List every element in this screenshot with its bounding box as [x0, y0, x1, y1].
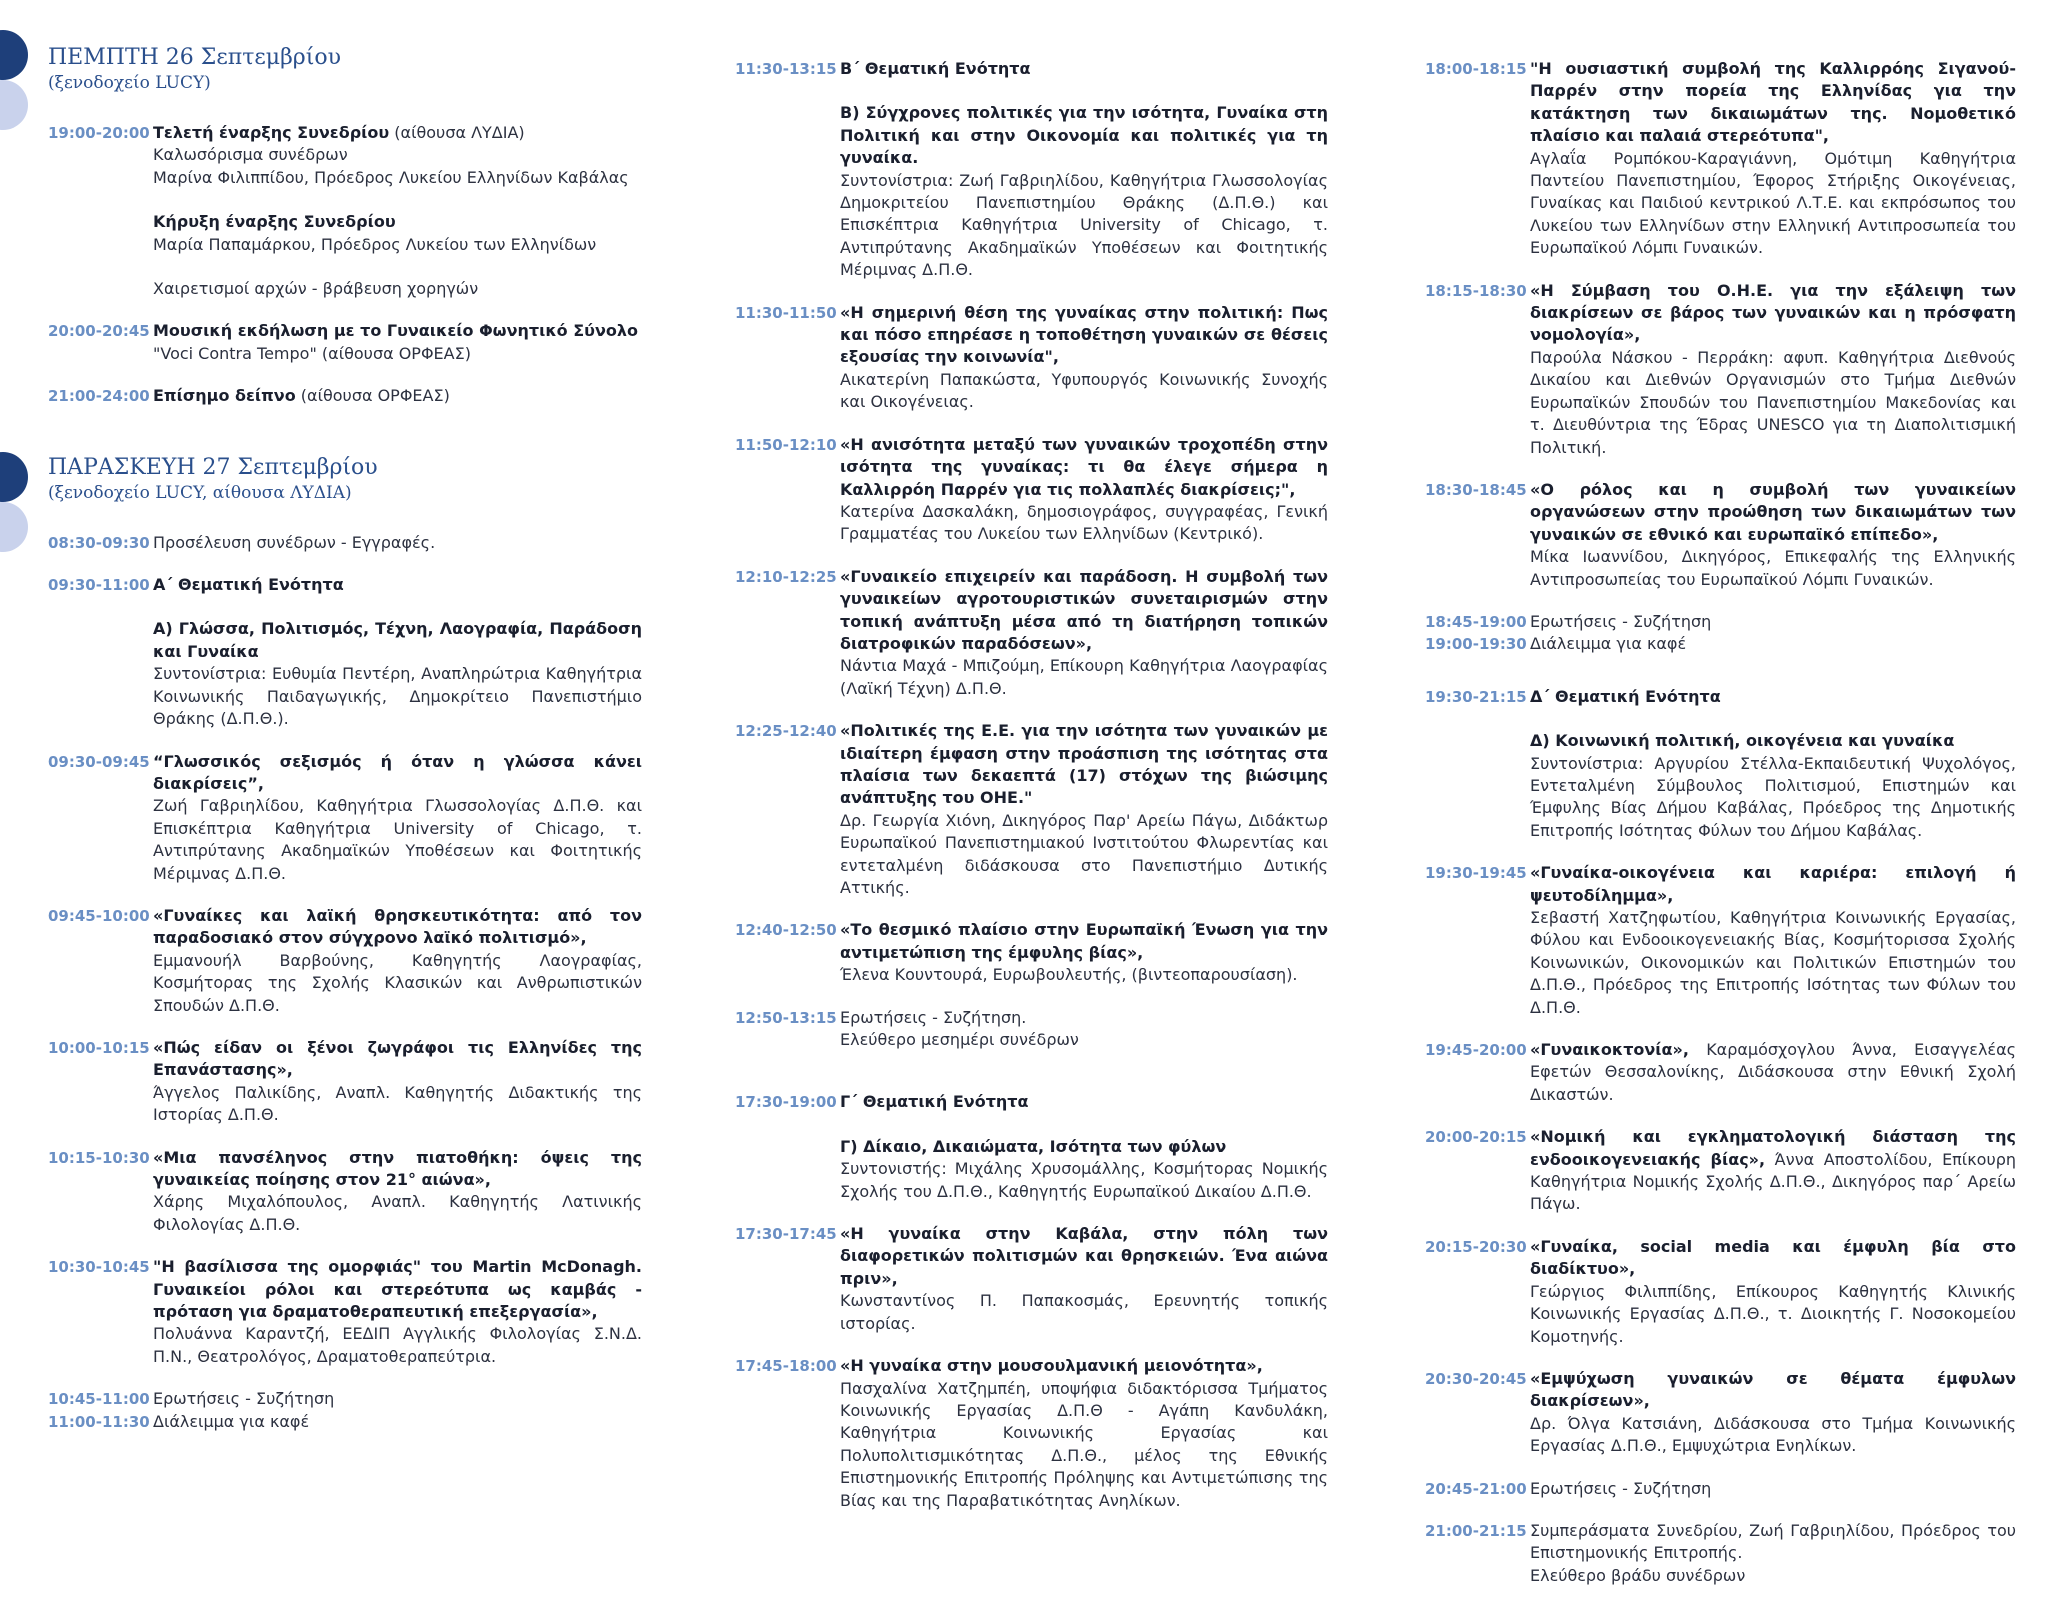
talk-entry [48, 751, 642, 885]
entry-time: 09:30-11:00 [48, 576, 150, 595]
talk-title: "Η ουσιαστική συμβολή της Καλλιρρόης Σιγανού-Παρρέν στην πορεία της Ελληνίδας για την κατάκτηση των δικαιωμάτων της. Νομοθετικό πλαίσιο και παλαιά στερεότυπα", [1530, 59, 2016, 146]
entry-line: Προσέλευση συνέδρων - Εγγραφές. [153, 532, 436, 552]
schedule-entry [735, 1007, 1328, 1052]
entry-time: 12:50-13:15 [735, 1008, 837, 1027]
talk-speaker: Χάρης Μιχαλόπουλος, Αναπλ. Καθηγητής Λατινικής Φιλολογίας Δ.Π.Θ. [153, 1192, 642, 1234]
schedule-entry [1425, 1520, 2016, 1587]
entry-line: Συμπεράσματα Συνεδρίου, Ζωή Γαβριηλίδου, Πρόεδρος του Επιστημονικής Επιτροπής. [1530, 1520, 2016, 1563]
entry-time: 10:45-11:00 [48, 1390, 150, 1409]
talk-speaker: Σεβαστή Χατζηφωτίου, Καθηγήτρια Κοινωνικής Εργασίας, Φύλου και Ενδοοικογενειακής Βίας, Κοσμήτορισσα Σχολής Κοινωνικών, Οικονομικών και Πολιτικών Επιστημών του Δ.Π.Θ., Πρόεδρος της Επιτροπής Ισότητας των Φύλων του Δ.Π.Θ. [1530, 908, 2016, 1017]
talk-title: «Μια πανσέληνος στην πιατοθήκη: όψεις της γυναικείας ποίησης στον 21° αιώνα», [153, 1147, 642, 1189]
entry-line: Ερωτήσεις - Συζήτηση [1530, 1478, 1712, 1498]
entry-line: Ερωτήσεις - Συζήτηση. [840, 1007, 1027, 1027]
entry-time: 10:30-10:45 [48, 1258, 150, 1277]
session-subtitle: Β) Σύγχρονες πολιτικές για την ισότητα, Γυναίκα στη Πολιτική και στην Οικονομία και πολιτικές για τη γυναίκα. [840, 103, 1328, 168]
talk-speaker: Νάντια Μαχά - Μπιζούμη, Επίκουρη Καθηγήτρια Λαογραφίας (Λαϊκή Τέχνη) Δ.Π.Θ. [840, 656, 1328, 698]
talk-title: «Γυναικοκτονία», [1530, 1040, 1689, 1060]
schedule-entry [1425, 611, 2016, 633]
talk-entry [735, 1223, 1328, 1335]
entry-time: 19:45-20:00 [1425, 1041, 1527, 1060]
talk-speaker: Έλενα Κουντουρά, Ευρωβουλευτής, (βιντεοπαρουσίαση). [840, 965, 1298, 985]
entry-time: 17:45-18:00 [735, 1357, 837, 1376]
entry-time: 10:15-10:30 [48, 1148, 150, 1167]
talk-entry [48, 1147, 642, 1237]
talk-title: «Ο ρόλος και η συμβολή των γυναικείων οργανώσεων στην προώθηση των δικαιωμάτων των γυναικών σε εθνικό και ευρωπαϊκό επίπεδο», [1530, 479, 2016, 544]
talk-speaker: Κατερίνα Δασκαλάκη, δημοσιογράφος, συγγραφέας, Γενική Γραμματέας του Λυκείου των Ελληνίδων (Κεντρικό). [840, 501, 1328, 544]
talk-speaker: Κωνσταντίνος Π. Παπακοσμάς, Ερευνητής τοπικής ιστορίας. [840, 1291, 1328, 1333]
talk-speaker: Καραμόσχογλου Άννα, Εισαγγελέας Εφετών Θεσσαλονίκης, Διδάσκουσα στην Εθνική Σχολή Δικαστών. [1530, 1040, 2016, 1104]
entry-line: Ελεύθερο μεσημέρι συνέδρων [840, 1030, 1079, 1050]
entry-time: 20:00-20:15 [1425, 1128, 1527, 1147]
talk-speaker: Γεώργιος Φιλιππίδης, Επίκουρος Καθηγητής Κλινικής Κοινωνικής Εργασίας Δ.Π.Θ., τ. Διοικητής Γ. Νοσοκομείου Κομοτηνής. [1530, 1281, 2016, 1346]
decor-circle-light-1 [0, 80, 28, 130]
entry-line: Χαιρετισμοί αρχών - βράβευση χορηγών [153, 279, 479, 299]
talk-entry [735, 566, 1328, 700]
schedule-entry [48, 532, 642, 554]
talk-entry [735, 919, 1328, 986]
entry-time: 20:15-20:30 [1425, 1237, 1527, 1256]
talk-title: “Γλωσσικός σεξισμός ή όταν η γλώσσα κάνει διακρίσεις”, [153, 751, 642, 793]
talk-entry [735, 302, 1328, 414]
entry-line: "Voci Contra Tempo" (αίθουσα ΟΡΦΕΑΣ) [153, 343, 471, 363]
talk-entry [48, 1037, 642, 1127]
column-3 [1425, 58, 2016, 1607]
day2-title: ΠΑΡΑΣΚΕΥΗ 27 Σεπτεμβρίου [48, 454, 378, 480]
session-moderator: Συντονίστρια: Ζωή Γαβριηλίδου, Καθηγήτρια Γλωσσολογίας Δημοκριτείου Πανεπιστημίου Θράκης (Δ.Π.Θ.) και Επισκέπτρια Καθηγήτρια University of Chicago, τ. Αντιπρύτανης Ακαδημαϊκών Υποθέσεων και Φοιτητικής Μέριμνας Δ.Π.Θ. [840, 170, 1328, 280]
talk-speaker: Δρ. Γεωργία Χιόνη, Δικηγόρος Παρ' Αρείω Πάγω, Διδάκτωρ Ευρωπαϊκού Πανεπιστημιακού Ινστιτούτου Φλωρεντίας και εντεταλμένη διδάσκουσα στο Πανεπιστήμιο Δυτικής Αττικής. [840, 810, 1328, 897]
schedule-entry [1425, 633, 2016, 655]
entry-time: 20:45-21:00 [1425, 1479, 1527, 1498]
session-subtitle: Γ) Δίκαιο, Δικαιώματα, Ισότητα των φύλων [840, 1136, 1227, 1156]
talk-entry [1425, 1126, 2016, 1216]
entry-time: 11:30-11:50 [735, 303, 837, 322]
entry-time: 20:30-20:45 [1425, 1369, 1527, 1388]
schedule-entry [48, 122, 642, 300]
talk-title: «Πώς είδαν οι ξένοι ζωγράφοι τις Ελληνίδες της Επανάστασης», [153, 1037, 642, 1080]
entry-time: 11:00-11:30 [48, 1412, 150, 1431]
entry-line: Καλωσόρισμα συνέδρων [153, 145, 348, 165]
talk-entry [1425, 862, 2016, 1019]
entry-time: 10:00-10:15 [48, 1038, 150, 1057]
day1-title: ΠΕΜΠΤΗ 26 Σεπτεμβρίου [48, 45, 341, 70]
decor-circle-dark-2 [0, 452, 28, 502]
entry-time: 12:40-12:50 [735, 921, 837, 940]
talk-entry [48, 905, 642, 1017]
entry-line: Ελεύθερο βράδυ συνέδρων [1530, 1565, 1746, 1585]
session-title: Δ΄ Θεματική Ενότητα [1530, 686, 1721, 706]
entry-line: Μαρία Παπαμάρκου, Πρόεδρος Λυκείου των Ελληνίδων [153, 234, 597, 254]
entry-line: Ερωτήσεις - Συζήτηση [153, 1389, 335, 1409]
entry-time: 18:15-18:30 [1425, 281, 1527, 300]
session-title: Β΄ Θεματική Ενότητα [840, 59, 1031, 78]
talk-entry [1425, 58, 2016, 260]
entry-time: 19:30-19:45 [1425, 864, 1527, 883]
talk-entry [735, 434, 1328, 546]
talk-entry [1425, 1368, 2016, 1458]
talk-title: «Η Σύμβαση του Ο.Η.Ε. για την εξάλειψη των διακρίσεων σε βάρος των γυναικών και η πρόσφατη νομολογία», [1530, 280, 2016, 345]
session-title: Γ΄ Θεματική Ενότητα [840, 1092, 1029, 1112]
entry-time: 21:00-21:15 [1425, 1521, 1527, 1540]
talk-entry [1425, 479, 2016, 591]
session-subtitle: Α) Γλώσσα, Πολιτισμός, Τέχνη, Λαογραφία, Παράδοση και Γυναίκα [153, 619, 642, 661]
entry-time: 19:00-19:30 [1425, 635, 1527, 654]
column-1 [48, 44, 642, 1453]
entry-time: 09:30-09:45 [48, 752, 150, 771]
talk-title: «Η γυναίκα στην μουσουλμανική μειονότητα», [840, 1356, 1263, 1376]
entry-time: 18:30-18:45 [1425, 480, 1527, 499]
session-subtitle: Δ) Κοινωνική πολιτική, οικογένεια και γυναίκα [1530, 731, 1955, 751]
entry-time: 09:45-10:00 [48, 906, 150, 925]
schedule-entry [48, 320, 642, 365]
entry-line: Διάλειμμα για καφέ [153, 1411, 310, 1431]
decor-circle-light-2 [0, 502, 28, 552]
talk-speaker: Ζωή Γαβριηλίδου, Καθηγήτρια Γλωσσολογίας Δ.Π.Θ. και Επισκέπτρια Καθηγήτρια University of Chicago, τ. Αντιπρύτανης Ακαδημαϊκών Υποθέσεων και Φοιτητικής Μέριμνας Δ.Π.Θ. [153, 796, 642, 883]
session-entry [1425, 686, 2016, 842]
talk-entry [1425, 1039, 2016, 1106]
talk-entry [1425, 280, 2016, 459]
session-moderator: Συντονίστρια: Ευθυμία Πεντέρη, Αναπληρώτρια Καθηγήτρια Κοινωνικής Παιδαγωγικής, Δημοκρίτειο Πανεπιστήμιο Θράκης (Δ.Π.Θ.). [153, 664, 642, 729]
talk-title: «Η σημερινή θέση της γυναίκας στην πολιτική: Πως και πόσο επηρέασε η τοποθέτηση γυναικών σε θέσεις εξουσίας την κοινωνία", [840, 302, 1328, 367]
entry-time: 19:30-21:15 [1425, 687, 1527, 706]
entry-time: 08:30-09:30 [48, 533, 150, 552]
entry-room: (αίθουσα ΛΥΔΙΑ) [389, 123, 525, 142]
session-entry [735, 1091, 1328, 1203]
entry-time: 18:00-18:15 [1425, 60, 1527, 78]
entry-time: 20:00-20:45 [48, 322, 150, 341]
talk-entry [735, 1355, 1328, 1512]
talk-title: «Γυναίκες και λαϊκή θρησκευτικότητα: από τον παραδοσιακό στον σύγχρονο λαϊκό πολιτισμό», [153, 905, 642, 948]
entry-title: Επίσημο δείπνο [153, 386, 296, 406]
talk-speaker: Πασχαλίνα Χατζημπέη, υποψήφια διδακτόρισσα Τμήματος Κοινωνικής Εργασίας Δ.Π.Θ - Αγάπη Κανδυλάκη, Καθηγήτρια Κοινωνικής Εργασίας και Πολυπολιτισμικότητας Δ.Π.Θ., μέλος της Εθνικής Επιστημονικής Επιτροπής Πρόληψης και Αντιμετώπισης της Βίας και της Παραβατικότητας Ανηλίκων. [840, 1378, 1328, 1510]
session-entry [48, 574, 642, 730]
column-2 [735, 58, 1328, 1532]
talk-title: «Γυναικείο επιχειρείν και παράδοση. Η συμβολή των γυναικείων αγροτουριστικών συνεταιρισμών στην τοπική ανάπτυξη μέσα από τη διατήρηση τοπικών διατροφικών παραδόσεων», [840, 566, 1328, 653]
talk-speaker: Πολυάννα Καραντζή, ΕΕΔΙΠ Αγγλικής Φιλολογίας Σ.Ν.Δ. Π.Ν., Θεατρολόγος, Δραματοθεραπεύτρια. [153, 1324, 642, 1366]
talk-title: «Γυναίκα, social media και έμφυλη βία στο διαδίκτυο», [1530, 1236, 2016, 1279]
talk-title: "Η βασίλισσα της ομορφιάς" του Martin McDonagh. Γυναικείοι ρόλοι και στερεότυπα ως καμβάς - πρόταση για δραματοθεραπευτική επεξεργασία», [153, 1257, 642, 1322]
entry-subtitle: Κήρυξη έναρξης Συνεδρίου [153, 212, 396, 232]
schedule-entry [48, 1388, 642, 1410]
talk-title: «Η γυναίκα στην Καβάλα, στην πόλη των διαφορετικών πολιτισμών και θρησκειών. Ένα αιώνα πριν», [840, 1224, 1328, 1288]
schedule-entry [48, 1411, 642, 1433]
entry-time: 11:30-13:15 [735, 60, 837, 78]
talk-entry [48, 1256, 642, 1368]
talk-speaker: Αγλαΐα Ρομπόκου-Καραγιάννη, Ομότιμη Καθηγήτρια Παντείου Πανεπιστημίου, Έφορος Στήριξης Οικογένειας, Γυναίκας και Παιδιού κεντρικού Λ.Τ.Ε. και εκπρόσωπος του Λυκείου των Ελληνίδων στην Ελληνική Αντιπροσωπεία του Ευρωπαϊκού Λόμπι Γυναικών. [1530, 148, 2016, 258]
entry-line: Ερωτήσεις - Συζήτηση [1530, 611, 1712, 631]
talk-title: «Γυναίκα-οικογένεια και καριέρα: επιλογή ή ψευτοδίλημμα», [1530, 863, 2016, 905]
talk-speaker: Μίκα Ιωαννίδου, Δικηγόρος, Επικεφαλής της Ελληνικής Αντιπροσωπείας του Ευρωπαϊκού Λόμπι Γυναικών. [1530, 547, 2016, 589]
entry-title: Τελετή έναρξης Συνεδρίου [153, 123, 390, 142]
talk-speaker: Αικατερίνη Παπακώστα, Υφυπουργός Κοινωνικής Συνοχής και Οικογένειας. [840, 369, 1328, 412]
session-entry [735, 58, 1328, 282]
entry-time: 17:30-17:45 [735, 1225, 837, 1244]
session-moderator: Συντονιστής: Μιχάλης Χρυσομάλλης, Κοσμήτορας Νομικής Σχολής του Δ.Π.Θ., Καθηγητής Ευρωπαϊκού Δικαίου Δ.Π.Θ. [840, 1159, 1328, 1201]
entry-time: 17:30-19:00 [735, 1093, 837, 1112]
session-moderator: Συντονίστρια: Αργυρίου Στέλλα-Εκπαιδευτική Ψυχολόγος, Εντεταλμένη Σύμβουλος Πολιτισμού, Επιστημών και Έμφυλης Βίας Δήμου Καβάλας, Πρόεδρος της Δημοτικής Επιτροπής Ισότητας Φύλων του Δήμου Καβάλας. [1530, 753, 2016, 840]
entry-time: 19:00-20:00 [48, 124, 150, 142]
entry-time: 11:50-12:10 [735, 435, 837, 454]
entry-title: Μουσική εκδήλωση με το Γυναικείο Φωνητικό Σύνολο [153, 321, 638, 341]
entry-time: 12:10-12:25 [735, 567, 837, 586]
talk-entry [735, 720, 1328, 899]
day2-venue: (ξενοδοχείο LUCY, αίθουσα ΛΥΔΙΑ) [48, 482, 352, 503]
schedule-entry [48, 385, 642, 407]
talk-title: «Η ανισότητα μεταξύ των γυναικών τροχοπέδη στην ισότητα της γυναίκας: τι θα έλεγε σήμερα η Καλλιρρόη Παρρέν για τις πολλαπλές διακρίσεις;", [840, 434, 1328, 499]
entry-time: 21:00-24:00 [48, 387, 150, 406]
schedule-entry [1425, 1478, 2016, 1500]
talk-entry [1425, 1236, 2016, 1348]
entry-line: Μαρίνα Φιλιππίδου, Πρόεδρος Λυκείου Ελληνίδων Καβάλας [153, 167, 629, 187]
talk-speaker: Εμμανουήλ Βαρβούνης, Καθηγητής Λαογραφίας, Κοσμήτορας της Σχολής Κλασικών και Ανθρωπιστικών Σπουδών Δ.Π.Θ. [153, 950, 642, 1015]
talk-speaker: Παρούλα Νάσκου - Περράκη: αφυπ. Καθηγήτρια Διεθνούς Δικαίου και Διεθνών Οργανισμών στο Τμήμα Διεθνών Ευρωπαϊκών Σπουδών του Πανεπιστημίου Μακεδονίας και τ. Διευθύντρια της Έδρας UNESCO για τη Διαπολιτισμική Πολιτική. [1530, 347, 2016, 457]
session-title: Α΄ Θεματική Ενότητα [153, 575, 344, 595]
talk-title: «Το θεσμικό πλαίσιο στην Ευρωπαϊκή Ένωση για την αντιμετώπιση της έμφυλης βίας», [840, 920, 1328, 962]
decor-circle-dark-1 [0, 30, 28, 80]
talk-speaker: Δρ. Όλγα Κατσιάνη, Διδάσκουσα στο Τμήμα Κοινωνικής Εργασίας Δ.Π.Θ., Εμψυχώτρια Ενηλίκων. [1530, 1413, 2016, 1456]
talk-speaker: Άγγελος Παλικίδης, Αναπλ. Καθηγητής Διδακτικής της Ιστορίας Δ.Π.Θ. [153, 1082, 642, 1125]
talk-speaker: Άννα Αποστολίδου, Επίκουρη Καθηγήτρια Νομικής Σχολής Δ.Π.Θ., Δικηγόρος παρ΄ Αρείω Πάγω. [1530, 1149, 2016, 1214]
entry-time: 18:45-19:00 [1425, 612, 1527, 631]
talk-title: «Εμψύχωση γυναικών σε θέματα έμφυλων διακρίσεων», [1530, 1368, 2016, 1411]
talk-title: «Πολιτικές της Ε.Ε. για την ισότητα των γυναικών με ιδιαίτερη έμφαση στην προάσπιση της ισότητας στα πλαίσια των δεκαεπτά (17) στόχων της βιώσιμης ανάπτυξης του ΟΗΕ." [840, 721, 1328, 808]
talk-title: «Νομική και εγκληματολογική διάσταση της ενδοοικογενειακής βίας», [1530, 1127, 2016, 1169]
entry-time: 12:25-12:40 [735, 722, 837, 741]
entry-room: (αίθουσα ΟΡΦΕΑΣ) [295, 386, 450, 406]
day1-venue: (ξενοδοχείο LUCY) [48, 73, 211, 93]
entry-line: Διάλειμμα για καφέ [1530, 634, 1687, 654]
